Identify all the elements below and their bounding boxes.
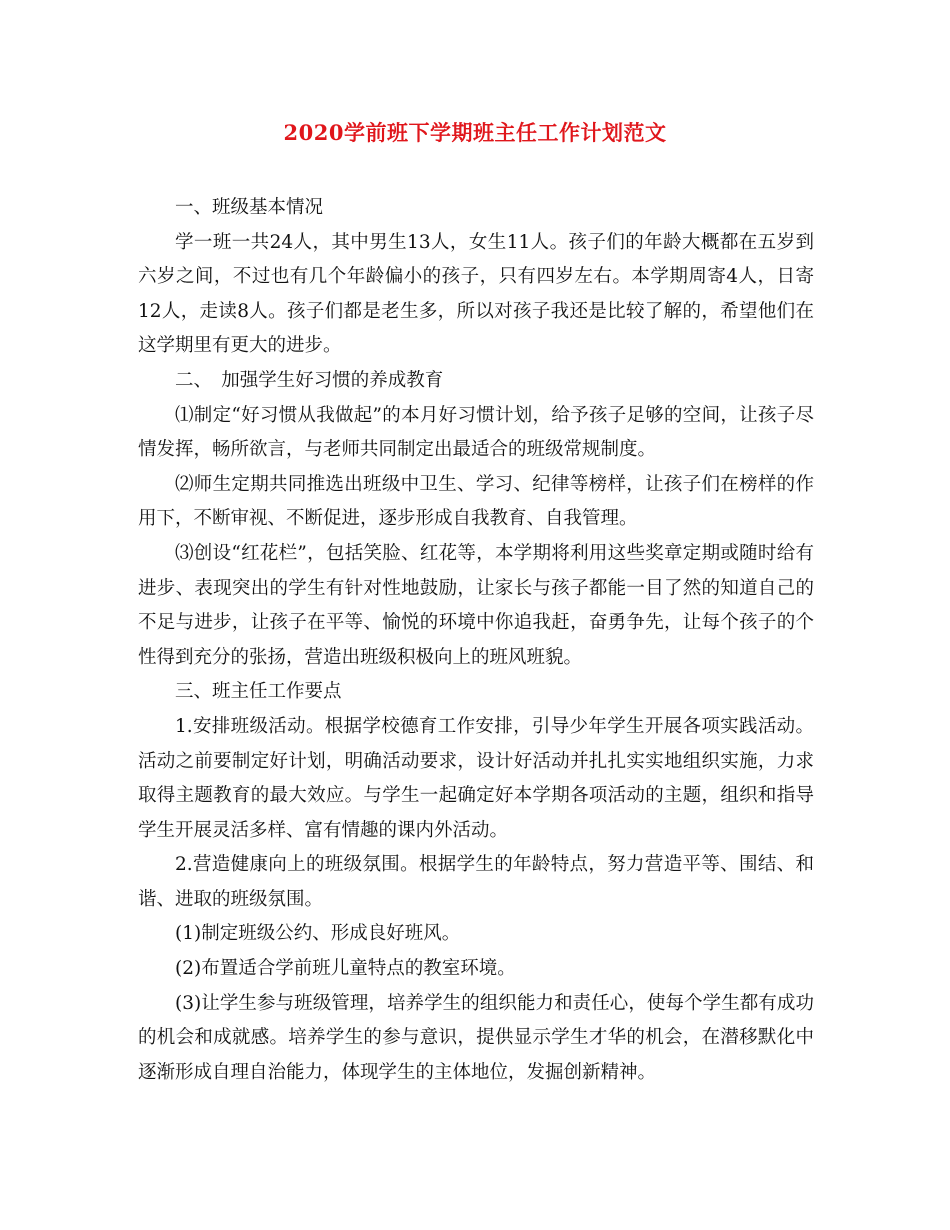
section-heading-good-habits: 二、 加强学生好习惯的养成教育 — [175, 369, 444, 391]
paragraph-class-overview: 学一班一共24人，其中男生13人，女生11人。孩子们的年龄大概都在五岁到六岁之间，不过也有几个年龄偏小的孩子，只有四岁左右。本学期周寄4人，日寄12人，走读8人。孩子们都是老生多，所以对孩子我还是比较了解的，希望他们在这学期里有更大的进步。 — [138, 231, 814, 357]
document-title: 2020学前班下学期班主任工作计划范文 — [283, 120, 667, 145]
document-body — [138, 191, 814, 1090]
section-heading-basic-info: 一、班级基本情况 — [175, 197, 324, 218]
paragraph-red-flower-board: ⑶创设“红花栏”，包括笑脸、红花等，本学期将利用这些奖章定期或随时给有进步、表现突出的学生有针对性地鼓励，让家长与孩子都能一目了然的知道自己的不足与进步，让孩子在平等、愉悦的环境中你追我赶，奋勇争先，让每个孩子的个性得到充分的张扬，营造出班级积极向上的班风班貌。 — [138, 542, 814, 668]
list-item-class-convention: (1)制定班级公约、形成良好班风。 — [175, 923, 461, 945]
paragraph-class-activities: 1.安排班级活动。根据学校德育工作安排，引导少年学生开展各项实践活动。活动之前要制定好计划，明确活动要求，设计好活动并扎扎实实地组织实施，力求取得主题教育的最大效应。与学生一起确定好本学期各项活动的主题，组织和指导学生开展灵活多样、富有情趣的课内外活动。 — [138, 715, 814, 841]
paragraph-role-models: ⑵师生定期共同推选出班级中卫生、学习、纪律等榜样，让孩子们在榜样的作用下，不断审视、不断促进，逐步形成自我教育、自我管理。 — [138, 473, 814, 530]
list-item-classroom-environment: (2)布置适合学前班儿童特点的教室环境。 — [175, 958, 516, 980]
paragraph-habit-plan: ⑴制定“好习惯从我做起”的本月好习惯计划，给予孩子足够的空间，让孩子尽情发挥，畅所欲言，与老师共同制定出最适合的班级常规制度。 — [138, 404, 814, 461]
paragraph-class-atmosphere: 2.营造健康向上的班级氛围。根据学生的年龄特点，努力营造平等、围结、和谐、进取的班级氛围。 — [138, 854, 814, 910]
section-heading-work-points: 三、班主任工作要点 — [175, 681, 342, 703]
list-item-class-management: (3)让学生参与班级管理，培养学生的组织能力和责任心，使每个学生都有成功的机会和成就感。培养学生的参与意识，提供显示学生才华的机会，在潜移默化中逐渐形成自理自治能力，体现学生的主体地位，发掘创新精神。 — [138, 992, 814, 1083]
